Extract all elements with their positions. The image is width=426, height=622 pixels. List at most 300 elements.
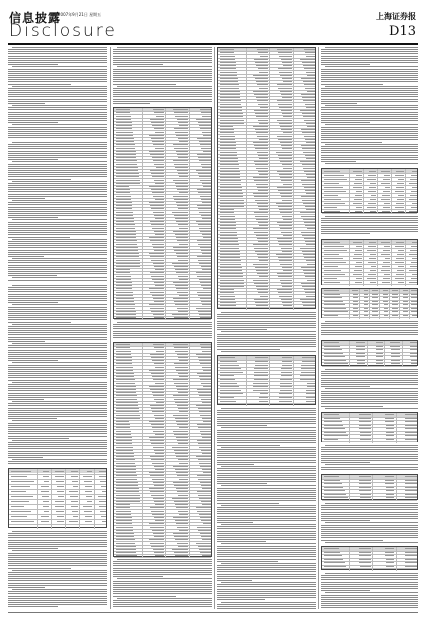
table-cell [201,266,212,267]
table-column-rule [377,240,378,286]
table-cell [253,193,268,194]
text-line [321,607,418,608]
table-cell [154,517,164,518]
text-line [321,231,418,232]
text-line [8,457,43,458]
text-line [8,319,107,320]
table-column-rule [269,356,270,406]
table-cell [116,314,137,315]
table-cell [410,342,417,343]
text-line [8,53,107,54]
table-cell [411,311,417,312]
table-cell [116,527,133,528]
table-cell [116,533,134,534]
table-cell [155,434,164,435]
text-line [8,99,107,100]
table-cell [256,97,268,98]
table-cell [385,480,394,481]
text-line [113,96,212,97]
table-cell [73,486,78,487]
table-cell [356,353,365,354]
table-cell [220,52,235,53]
table-column-rule [372,475,373,501]
text-line [321,380,418,381]
text-line [8,583,107,584]
table-cell [154,552,164,553]
table-column-rule [246,48,247,310]
table-cell [324,562,345,563]
table-cell [220,49,234,50]
table-cell [154,415,164,416]
table-cell [116,122,132,123]
table-cell [57,486,64,487]
text-line [321,531,418,532]
table-cell [372,304,377,305]
text-line [321,378,418,379]
table-cell [11,471,32,472]
text-line [217,475,316,476]
table-cell [359,490,371,491]
table-cell [411,262,418,263]
table-cell [370,183,376,184]
text-line [8,568,71,569]
table-cell [279,260,292,261]
table-cell [99,506,106,507]
text-line [113,103,150,104]
table-cell [173,482,188,483]
text-line [8,535,107,536]
table-cell [86,496,92,497]
table-cell [56,511,64,512]
text-line [321,139,418,140]
text-line [8,94,107,95]
table-column-rule [165,108,166,320]
table-cell [178,122,188,123]
text-line [217,462,316,463]
text-line [217,537,316,538]
table-cell [405,476,418,477]
table-cell [116,536,135,537]
table-cell [174,301,188,302]
table-cell [280,383,292,384]
text-line [217,578,316,579]
text-line [217,425,267,426]
text-line [113,88,212,89]
table-cell [150,543,164,544]
table-cell [102,521,107,522]
text-line [8,546,107,547]
text-line [8,133,107,134]
text-line [321,229,418,230]
table-cell [116,479,138,480]
table-cell [116,363,133,364]
table-cell [306,107,315,108]
table-cell [116,160,137,161]
text-line [8,313,107,314]
table-cell [276,203,291,204]
table-cell [324,246,344,247]
table-cell [324,548,339,549]
table-cell [386,487,395,488]
table-cell [196,507,211,508]
table-cell [220,379,236,380]
table-column-rule [372,547,373,571]
table-cell [178,138,188,139]
table-cell [85,491,92,492]
text-block [113,47,212,105]
text-line [113,75,212,76]
table-cell [279,123,292,124]
table-cell [201,250,211,251]
table-cell [198,173,212,174]
text-line [8,604,107,605]
table-cell [385,418,394,419]
table-cell [397,270,404,271]
table-cell [282,267,292,268]
table-cell [398,266,403,267]
table-cell [411,363,418,364]
table-cell [277,120,291,121]
text-line [217,419,316,420]
table-cell [203,421,212,422]
table-row [9,479,106,480]
text-line [8,553,107,554]
text-line [217,565,316,566]
table-cell [152,463,164,464]
table-cell [372,308,377,309]
table-cell [253,75,268,76]
table-cell [368,246,376,247]
table-cell [324,439,339,440]
table-cell [280,193,292,194]
table-cell [220,123,245,124]
table-cell [220,397,234,398]
table-cell [116,546,136,547]
table-cell [116,373,134,374]
table-cell [116,192,131,193]
text-line [8,271,107,272]
table-cell [282,286,291,287]
text-line [221,466,316,467]
text-line [217,451,316,452]
table-cell [411,278,418,279]
table-cell [116,523,133,524]
text-line [321,601,418,602]
table-column-rule [349,169,350,214]
table-cell [154,301,164,302]
table-cell [259,88,268,89]
table-cell [382,211,390,212]
table-column-rule [189,343,190,558]
table-cell [175,453,188,454]
text-line [325,216,418,217]
table-cell [385,421,394,422]
table-cell [281,299,292,300]
table-cell [220,203,245,204]
table-cell [324,199,342,200]
table-cell [174,266,188,267]
table-cell [176,488,188,489]
table-cell [403,311,407,312]
text-line [217,546,316,547]
table-cell [116,517,132,518]
table-cell [385,187,390,188]
table-cell [178,392,187,393]
table-cell [152,411,164,412]
table-cell [301,216,315,217]
table-cell [116,157,137,158]
table-cell [281,59,292,60]
table-cell [220,116,244,117]
text-line [8,350,107,351]
table-cell [403,290,408,291]
text-line [8,565,107,566]
table-cell [360,435,371,436]
table-cell [99,471,107,472]
text-line [8,606,58,607]
table-cell [253,390,268,391]
table-cell [174,383,187,384]
table-cell [150,491,164,492]
table-cell [116,128,133,129]
table-cell [149,151,164,152]
table-cell [102,491,107,492]
table-cell [172,498,187,499]
table-cell [69,491,78,492]
text-line [117,578,212,579]
text-line [321,533,418,534]
table-cell [220,59,236,60]
text-line [321,375,418,376]
table-cell [279,225,292,226]
text-line [8,196,107,197]
table-cell [156,167,164,168]
table-cell [116,234,137,235]
table-cell [176,186,188,187]
table-cell [174,363,188,364]
text-line [8,555,107,556]
text-line [8,337,107,338]
table-cell [85,516,93,517]
table-cell [173,180,187,181]
table-cell [372,297,377,298]
table-row [322,284,417,285]
table-cell [384,315,388,316]
text-line [321,605,418,606]
table-cell [220,68,237,69]
text-line [113,574,212,575]
table-cell [276,152,291,153]
text-line [8,587,45,588]
masthead-rule [8,43,418,45]
table-cell [220,65,237,66]
table-cell [174,215,188,216]
table-cell [281,248,292,249]
table-row [9,524,106,525]
table-cell [220,209,234,210]
table-cell [359,414,371,415]
text-line [217,606,316,607]
table-cell [359,548,371,549]
table-cell [279,244,291,245]
text-line [117,322,212,323]
table-cell [324,211,341,212]
text-line [8,548,58,549]
table-cell [324,483,342,484]
table-cell [116,351,131,352]
table-cell [116,304,135,305]
text-line [321,512,418,513]
table-cell [382,282,390,283]
text-line [12,420,107,421]
text-line [113,58,212,59]
table-cell [57,516,64,517]
text-line [321,142,382,143]
text-line [8,275,57,276]
table-cell [220,180,241,181]
text-line [8,593,107,594]
table-cell [220,193,243,194]
table-cell [201,347,212,348]
table-cell [405,555,418,556]
text-line [321,157,418,158]
table-cell [257,289,268,290]
text-line [217,468,316,469]
table-cell [202,183,212,184]
text-line [12,86,107,87]
text-line [8,109,107,110]
text-line [321,579,418,580]
table-cell [360,432,371,433]
table-cell [176,507,187,508]
table-cell [177,240,187,241]
table-cell [220,365,240,366]
text-line [8,540,107,541]
text-line [321,73,418,74]
text-line [8,273,107,274]
table-cell [305,52,316,53]
text-line [217,436,316,437]
text-line [217,327,316,328]
table-cell [260,296,268,297]
table-cell [324,349,342,350]
table-cell [280,379,291,380]
table-column-rule [396,475,397,501]
text-line [321,150,418,151]
table-cell [283,116,292,117]
text-line [321,49,418,50]
table-cell [220,248,240,249]
text-line [217,574,316,575]
table-cell [116,279,132,280]
table-cell [390,342,400,343]
table-cell [116,386,136,387]
table-cell [260,393,268,394]
table-cell [324,207,338,208]
text-line [325,66,418,67]
table-cell [155,520,164,521]
table-cell [149,288,164,289]
table-cell [301,145,316,146]
table-cell [220,75,238,76]
table-cell [155,132,164,133]
table-cell [254,368,267,369]
table-cell [277,100,292,101]
table-cell [116,119,132,120]
table-cell [116,228,136,229]
text-line [8,226,107,227]
table-cell [370,282,375,283]
table-cell [324,497,348,498]
text-line [8,425,107,426]
table-cell [151,189,164,190]
text-line [217,434,316,435]
table-cell [220,94,241,95]
table-cell [305,276,315,277]
text-line [217,518,316,519]
text-line [321,505,418,506]
table-cell [301,180,315,181]
table-cell [152,125,163,126]
table-row [322,366,417,367]
table-cell [197,189,211,190]
table-cell [303,203,315,204]
text-line [8,234,107,235]
table-cell [254,94,268,95]
text-line [8,260,107,261]
table-row [322,568,417,569]
text-line [221,485,316,486]
table-cell [116,399,138,400]
table-cell [282,164,292,165]
text-line [8,164,107,165]
table-cell [279,174,292,175]
table-cell [155,234,164,235]
text-line [321,406,383,407]
text-line [8,429,107,430]
table-row [322,205,417,206]
text-line [217,608,316,609]
table-cell [302,361,316,362]
table-cell [150,507,164,508]
table-cell [277,273,292,274]
table-cell [198,311,212,312]
financial-table [113,107,212,319]
text-line [8,131,107,132]
table-cell [83,506,92,507]
table-cell [352,290,357,291]
table-cell [324,356,345,357]
table-cell [41,491,49,492]
text-line [8,352,107,353]
table-cell [175,351,187,352]
text-line [8,591,107,592]
table-cell [324,360,347,361]
table-cell [151,276,164,277]
table-cell [279,209,292,210]
table-cell [304,257,315,258]
table-cell [220,244,239,245]
text-line [8,393,107,394]
text-line [113,49,212,50]
table-cell [197,373,211,374]
table-cell [151,511,164,512]
table-cell [175,285,188,286]
text-line [8,75,107,76]
text-line [325,47,418,48]
table-cell [398,282,404,283]
table-cell [150,272,164,273]
